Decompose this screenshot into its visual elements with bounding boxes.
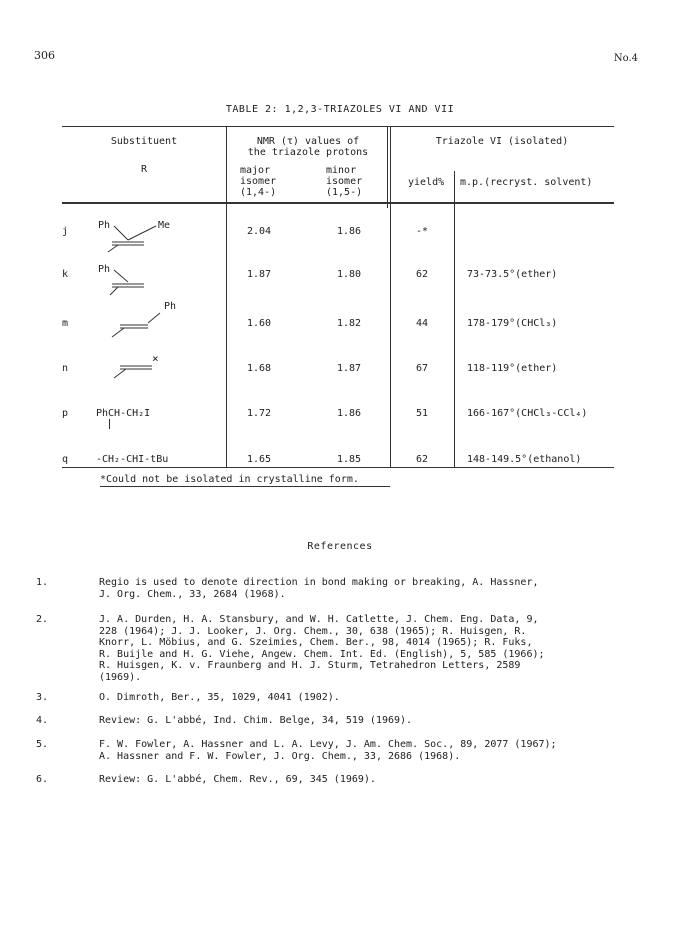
reference-text: J. A. Durden, H. A. Stansbury, and W. H. Catlette, J. Chem. Eng. Data, 9, 228 (1964); J. J. Looker, J. Org. Chem., 30, 638 (1965); R. Huisgen, R. Knorr, L. Möbius, and G. Szeimies, Chem. Ber., 98, 4014 (1965); R. Fuks, R. Buijle and H. G. Viehe, Angew. Chem. Int. Ed. (English), 5, 585 (1966); R. Huisgen, K. v. Fraunberg and H. J. Sturm, Tetrahedron Letters, 2589 (1969). — [99, 614, 545, 683]
table-bottom-rule — [62, 467, 614, 468]
page-number: 306 — [34, 49, 55, 62]
major-value: 1.60 — [247, 318, 272, 329]
reference-number: 6. — [36, 774, 49, 785]
row-label: p — [62, 408, 69, 419]
row-label: n — [62, 363, 69, 374]
table-title: TABLE 2: 1,2,3-TRIAZOLES VI AND VII — [225, 104, 455, 115]
references-heading: References — [307, 541, 373, 552]
reference-text: F. W. Fowler, A. Hassner and L. A. Levy, J. Am. Chem. Soc., 89, 2077 (1967); A. Hassner and F. W. Fowler, J. Org. Chem., 33, 2686 (1968). — [99, 739, 557, 762]
yield-value: 51 — [416, 408, 429, 419]
header-r: R — [140, 164, 148, 175]
mp-value: 148-149.5°(ethanol) — [467, 454, 582, 465]
minor-value: 1.86 — [337, 226, 362, 237]
table-header-rule — [62, 202, 614, 204]
structure-label-me: Me — [158, 220, 171, 231]
mp-value: 166-167°(CHCl₃-CCl₄) — [467, 408, 588, 419]
reference-text: O. Dimroth, Ber., 35, 1029, 4041 (1902). — [99, 692, 340, 703]
col-divider-3 — [454, 171, 455, 468]
major-value: 1.72 — [247, 408, 272, 419]
structure-label-ph: Ph — [164, 301, 177, 312]
major-value: 2.04 — [247, 226, 272, 237]
substituent-text: -CH₂-CHI-tBu — [96, 454, 169, 465]
yield-value: 62 — [416, 269, 429, 280]
col-divider-1 — [226, 126, 227, 468]
footnote-underline — [100, 486, 390, 487]
yield-value: -* — [416, 226, 429, 237]
minor-value: 1.85 — [337, 454, 362, 465]
reference-number: 5. — [36, 739, 49, 750]
reference-text: Review: G. L'abbé, Ind. Chim. Belge, 34, 519 (1969). — [99, 715, 413, 726]
table-top-rule — [62, 126, 614, 127]
reference-number: 1. — [36, 577, 49, 588]
major-value: 1.65 — [247, 454, 272, 465]
row-label: k — [62, 269, 69, 280]
structure-m — [82, 299, 192, 339]
reference-number: 3. — [36, 692, 49, 703]
structure-label-ph: Ph — [98, 264, 111, 275]
yield-value: 44 — [416, 318, 429, 329]
structure-n — [82, 348, 192, 384]
mp-value: 178-179°(CHCl₃) — [467, 318, 558, 329]
structure-k — [82, 262, 192, 298]
triazole-table — [62, 126, 614, 486]
header-nmr: NMR (τ) values of the triazole protons — [247, 136, 369, 158]
col-divider-0 — [390, 126, 391, 468]
row-label: j — [62, 226, 69, 237]
row-label: m — [62, 318, 69, 329]
header-triazole: Triazole VI (isolated) — [435, 136, 569, 147]
structure-label-x: × — [152, 352, 159, 365]
header-mp: m.p.(recryst. solvent) — [460, 177, 593, 188]
reference-number: 4. — [36, 715, 49, 726]
substituent-text: PhCH-CH₂I — [96, 408, 151, 419]
structure-label-ph: Ph — [98, 220, 111, 231]
yield-value: 62 — [416, 454, 429, 465]
header-minor: minor isomer (1,5-) — [326, 165, 363, 198]
header-yield: yield% — [408, 177, 445, 188]
minor-value: 1.82 — [337, 318, 362, 329]
header-substituent: Substituent — [110, 136, 178, 147]
minor-value: 1.86 — [337, 408, 362, 419]
substituent-bond — [109, 419, 110, 429]
reference-text: Review: G. L'abbé, Chem. Rev., 69, 345 (1969). — [99, 774, 376, 785]
structure-j — [82, 218, 192, 254]
table-footnote: *Could not be isolated in crystalline form. — [100, 474, 359, 485]
reference-text: Regio is used to denote direction in bond making or breaking, A. Hassner, J. Org. Chem., 33, 2684 (1968). — [99, 577, 539, 600]
header-major: major isomer (1,4-) — [240, 165, 277, 198]
mp-value: 73-73.5°(ether) — [467, 269, 558, 280]
major-value: 1.68 — [247, 363, 272, 374]
row-label: q — [62, 454, 69, 465]
major-value: 1.87 — [247, 269, 272, 280]
minor-value: 1.87 — [337, 363, 362, 374]
yield-value: 67 — [416, 363, 429, 374]
reference-number: 2. — [36, 614, 49, 625]
minor-value: 1.80 — [337, 269, 362, 280]
mp-value: 118-119°(ether) — [467, 363, 558, 374]
issue-number: No.4 — [613, 53, 638, 64]
